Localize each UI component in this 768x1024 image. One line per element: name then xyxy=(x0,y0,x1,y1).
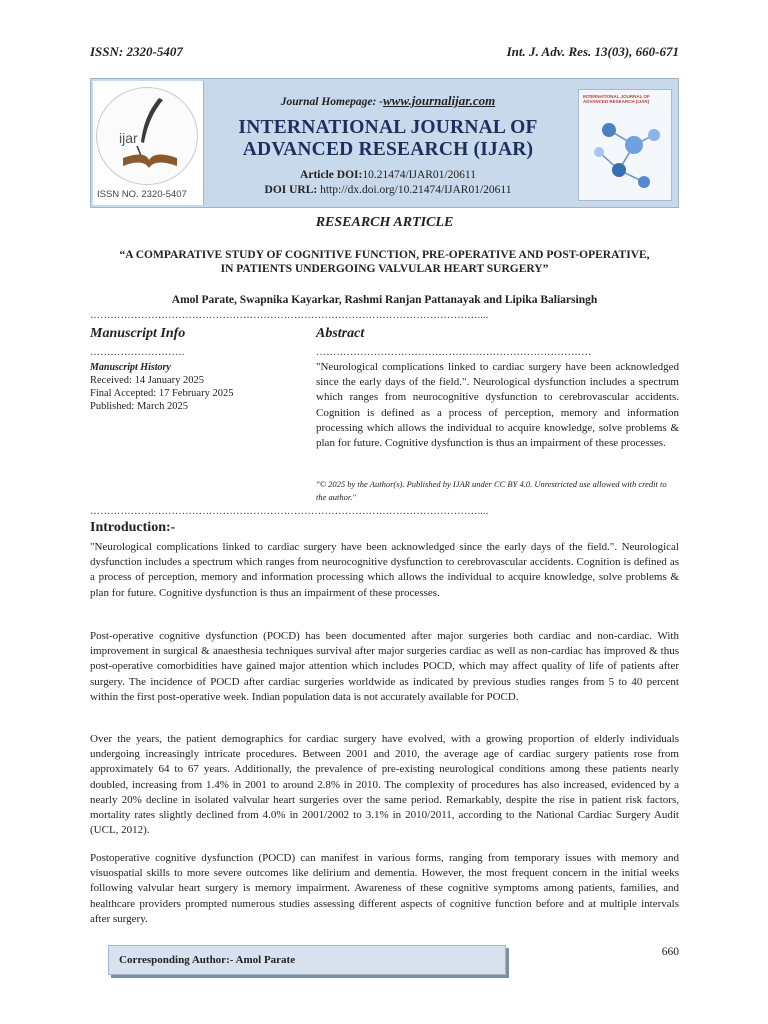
doi-block xyxy=(203,168,573,198)
article-type: RESEARCH ARTICLE xyxy=(315,215,454,230)
abstract-heading: Abstract xyxy=(316,326,365,341)
journal-title-line2: ADVANCED RESEARCH (IJAR) xyxy=(242,139,534,160)
license-note: "© 2025 by the Author(s). Published by IJAR under CC BY 4.0. Unrestricted use allowed with credit to the author." xyxy=(316,479,667,502)
doi-value: 10.21474/IJAR01/20611 xyxy=(362,169,476,181)
citation-label: Int. J. Adv. Res. 13(03), 660-671 xyxy=(506,44,679,59)
introduction-heading: Introduction:- xyxy=(90,520,176,535)
journal-cover-thumbnail xyxy=(578,89,672,201)
logo-text: ijar xyxy=(119,130,138,146)
received-date: Received: 14 January 2025 xyxy=(90,375,205,386)
cover-title: INTERNATIONAL JOURNAL OF ADVANCED RESEARCH (IJAR) xyxy=(583,94,650,104)
paper-title-line2: IN PATIENTS UNDERGOING VALVULAR HEART SURGERY” xyxy=(220,263,549,275)
corresponding-author-box xyxy=(108,945,506,975)
intro-paragraph-1: "Neurological complications linked to cardiac surgery have been acknowledged since the early days of the field.". Neurological dysfunction includes a spectrum which ranges from neurocognitive dysfunction to cerebrovascular accidents. Cognition is defined as a process of perception, memory and information processing which allows the individual to acquire knowledge, solve problems & plan for future. Cognitive dysfunction is thus an impairment of these processes. xyxy=(90,541,679,599)
divider: …………………………………………………………………………………………………….... xyxy=(90,310,489,321)
doi-url-link[interactable]: http://dx.doi.org/10.21474/IJAR01/20611 xyxy=(320,184,512,196)
issn-label: ISSN: 2320-5407 xyxy=(90,44,183,59)
journal-logo xyxy=(93,81,204,205)
journal-title xyxy=(203,117,573,161)
published-date: Published: March 2025 xyxy=(90,401,188,412)
paper-title xyxy=(90,248,679,276)
divider: …………………………………………………………………………………………………….... xyxy=(90,506,489,517)
divider: ……………………………………………………………………… xyxy=(316,347,592,358)
banner-center xyxy=(203,79,573,207)
corresponding-author: Corresponding Author:- Amol Parate xyxy=(119,954,296,966)
doi-url-label: DOI URL: xyxy=(264,184,318,196)
homepage-label: Journal Homepage: - xyxy=(280,96,383,108)
intro-paragraph-2: Post-operative cognitive dysfunction (POCD) has been documented after major surgeries both cardiac and non-cardiac. With improvement in surgical & anaesthesia techniques survival after major surgeries cardiac as well as non-cardiac has improved & thus post-operative comorbidities have gained major attention which includes POCD, which may affect quality of life of patients after surgery. The incidence of POCD after cardiac surgeries worldwide as indicated by previous studies ranges from 5 to 40 percent within the first post-operative week. Indian population data is not accurately available for POCD. xyxy=(90,630,679,703)
accepted-date: Final Accepted: 17 February 2025 xyxy=(90,388,234,399)
logo-emblem xyxy=(96,87,198,185)
paper-title-line1: “A COMPARATIVE STUDY OF COGNITIVE FUNCTION, PRE-OPERATIVE AND POST-OPERATIVE, xyxy=(119,249,650,261)
author-list: Amol Parate, Swapnika Kayarkar, Rashmi Ranjan Pattanayak and Lipika Baliarsingh xyxy=(171,294,598,306)
manuscript-history-title: Manuscript History xyxy=(90,362,171,373)
homepage-link[interactable]: www.journalijar.com xyxy=(383,93,496,108)
intro-paragraph-4: Postoperative cognitive dysfunction (POCD) can manifest in various forms, ranging from temporary issues with memory and visuospatial skills to more severe outcomes like delirium and dementia. However, the most frequent concern in the initial weeks following valvular heart surgery is memory impairment. Awareness of these cognitive symptoms among patients, families, and healthcare providers prompted numerous studies assessing different aspects of cognitive function before and at multiple intervals after surgery. xyxy=(90,852,679,925)
divider: ………………………. xyxy=(90,347,185,358)
molecule-icon xyxy=(579,90,671,200)
doi-label: Article DOI: xyxy=(300,169,363,181)
quill-book-icon xyxy=(97,88,197,184)
logo-issn: ISSN NO. 2320-5407 xyxy=(97,189,187,200)
journal-title-line1: INTERNATIONAL JOURNAL OF xyxy=(238,117,538,138)
manuscript-info-heading: Manuscript Info xyxy=(90,326,186,341)
abstract-text: "Neurological complications linked to cardiac surgery have been acknowledged since the early days of the field.". Neurological dysfunction includes a spectrum which ranges from neurocognitive dysfunction to cerebrovascular accidents. Cognition is defined as a process of perception, memory and information processing which allows the individual to acquire knowledge, solve problems & plan for future. Cognitive dysfunction is thus an impairment of these processes. xyxy=(316,361,679,450)
journal-banner xyxy=(90,78,679,208)
intro-paragraph-3: Over the years, the patient demographics for cardiac surgery have evolved, with a growing proportion of elderly individuals undergoing increasingly intricate procedures. Between 2001 and 2010, the average age of cardiac surgery patients rose from approximately 64 to 67 years. Additionally, the prevalence of pre-existing neurological conditions among these patients nearly doubled, increasing from 1.4% in 2001 to around 2.8% in 2010. The complexity of procedures has also increased, evidenced by a nearly 20% decline in isolated valvular heart surgeries over the same period. Remarkably, despite the rise in patient risk factors, mortality rates slightly declined from 4.0% in 2001/2002 to 3.1% in 2010/2011, according to the National Cardiac Surgery Audit (UCL, 2012). xyxy=(90,733,679,837)
page-number: 660 xyxy=(661,946,679,958)
journal-homepage xyxy=(203,93,573,109)
